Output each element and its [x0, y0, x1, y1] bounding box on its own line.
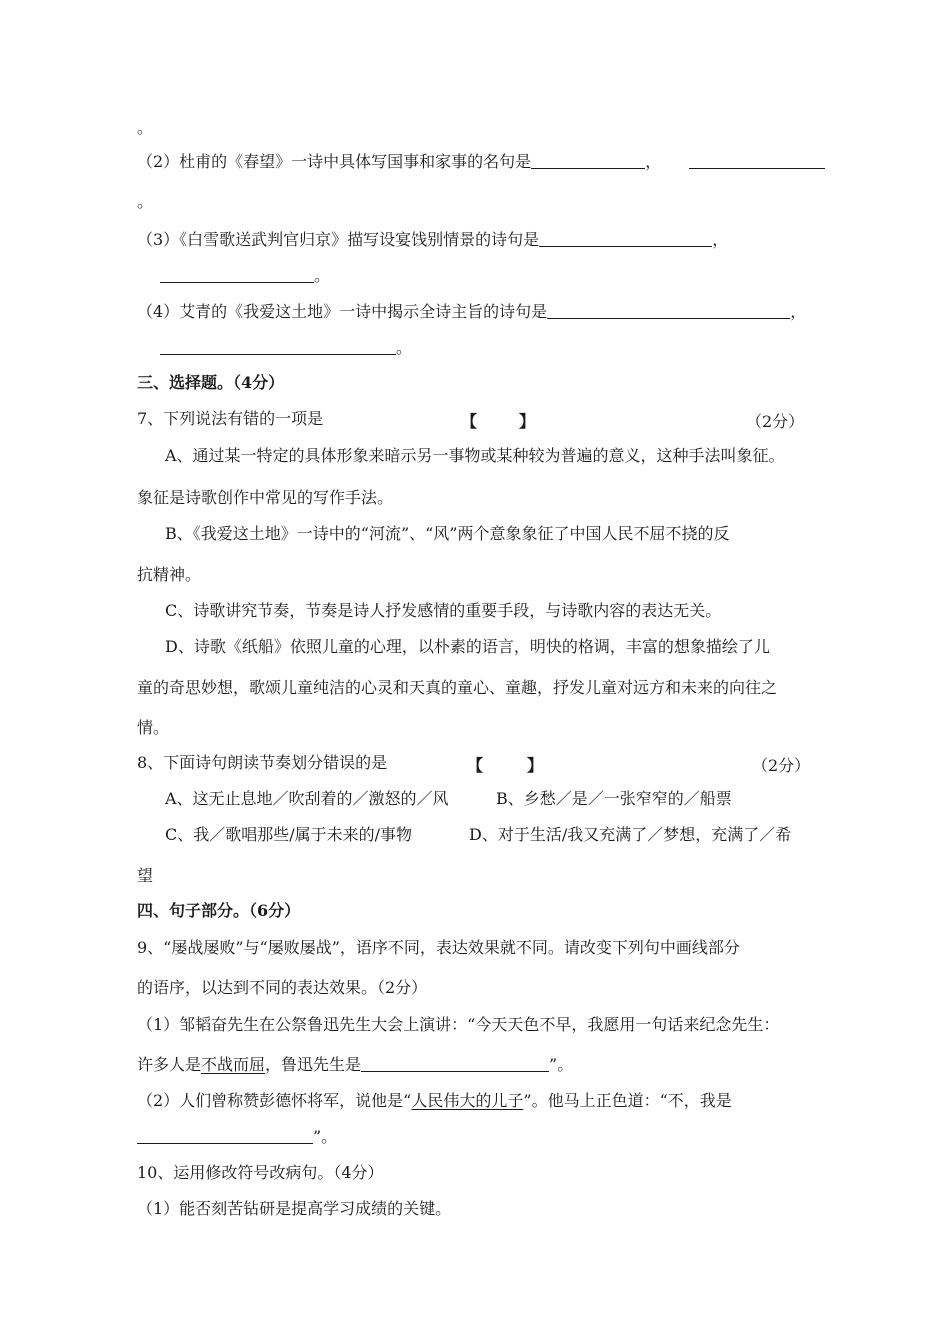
q9-s2-underlined: 人民伟大的儿子: [411, 1091, 524, 1110]
q7-option-d-line-2: 童的奇思妙想，歌颂儿童纯洁的心灵和天真的童心、童趣，抒发儿童对远方和未来的向往之: [137, 678, 778, 697]
q8-score: （2分）: [752, 756, 811, 775]
q6-item-4-end: 。: [396, 338, 413, 357]
q6-item-3-end: 。: [314, 266, 331, 285]
q6-item-2-blank-2[interactable]: [689, 152, 825, 169]
q9-s1-underlined: 不战而屈: [201, 1055, 266, 1074]
q7-option-a-line-1: A、通过某一特定的具体形象来暗示另一事物或某种较为普遍的意义，这种手法叫象征。: [165, 446, 785, 465]
q8-bracket-close: 】: [527, 756, 544, 775]
q6-item-4-blank-1[interactable]: [547, 302, 790, 319]
q6-item-2-text: （2）杜甫的《春望》一诗中具体写国事和家事的名句是: [137, 152, 532, 171]
q6-item-4-sep: ，: [790, 302, 807, 321]
q6-item-4-line-2: [160, 338, 412, 358]
q8-option-d-line-1: D、对于生活/我又充满了／梦想，充满了／希: [469, 825, 792, 844]
q6-item-3-line-2: [160, 266, 330, 286]
q9-sentence-2-line-1: [137, 1091, 732, 1111]
q6-item-4-text: （4）艾青的《我爱这土地》一诗中揭示全诗主旨的诗句是: [137, 302, 548, 321]
q7-bracket-close: 】: [519, 412, 536, 431]
q7-option-b-line-1: B、《我爱这土地》一诗中的“河流”、“风”两个意象象征了中国人民不屈不挠的反: [165, 524, 730, 543]
q7-option-d-line-3: 情。: [137, 718, 170, 737]
q9-stem-line-2: 的语序，以达到不同的表达效果。（2分）: [137, 978, 428, 997]
q9-s2-end: ”。: [313, 1127, 338, 1146]
q9-s2-post: ”。他马上正色道：“不，我是: [523, 1091, 732, 1110]
q7-option-c: C、诗歌讲究节奏，节奏是诗人抒发感情的重要手段，与诗歌内容的表达无关。: [165, 601, 722, 620]
q8-option-b: B、乡愁／是／一张窄窄的／船票: [496, 789, 732, 808]
q9-s2-prefix: （2）人们曾称赞彭德怀将军，说他是“: [137, 1091, 412, 1110]
q8-bracket-open: 【: [467, 756, 484, 775]
q9-sentence-2-line-2: [137, 1127, 337, 1147]
q6-item-2-sep: ，: [645, 152, 662, 171]
q6-item-3-blank-1[interactable]: [539, 230, 712, 247]
q7-bracket-open: 【: [461, 412, 478, 431]
q7-option-b-line-2: 抗精神。: [137, 565, 202, 584]
q6-item-4-blank-2[interactable]: [160, 338, 396, 355]
q7-option-a-line-2: 象征是诗歌创作中常见的写作手法。: [137, 488, 394, 507]
q6-item-4: [137, 302, 806, 322]
q7-score: （2分）: [746, 412, 805, 431]
q6-item-3: [137, 230, 728, 250]
q7-stem: 7、下列说法有错的一项是: [137, 409, 324, 428]
q6-item-3-sep: ，: [712, 230, 729, 249]
q6-item-2: [137, 152, 825, 172]
q8-stem: 8、下面诗句朗读节奏划分错误的是: [137, 753, 388, 772]
q9-sentence-1-line-2: [137, 1055, 573, 1075]
q9-stem-line-1: 9、“屡战屡败”与“屡败屡战”，语序不同，表达效果就不同。请改变下列句中画线部分: [137, 938, 740, 957]
q9-s2-answer-blank[interactable]: [137, 1127, 313, 1144]
q6-continuation-end: 。: [137, 118, 154, 137]
q9-sentence-1-line-1: （1）邹韬奋先生在公祭鲁迅先生大会上演讲：“今天天色不早，我愿用一句话来纪念先生：: [137, 1015, 780, 1034]
q10-stem: 10、运用修改符号改病句。（4分）: [137, 1163, 384, 1182]
q10-sentence-1: （1）能否刻苦钻研是提高学习成绩的关键。: [137, 1199, 452, 1218]
q6-item-2-end: 。: [137, 192, 154, 211]
q9-s1-mid: ，鲁迅先生是: [265, 1055, 362, 1074]
q8-option-a: A、这无止息地／吹刮着的／激怒的／风: [165, 789, 449, 808]
q6-item-2-blank-1[interactable]: [531, 152, 645, 169]
q9-s1-answer-blank[interactable]: [361, 1055, 549, 1072]
q9-s1-end: ”。: [549, 1055, 574, 1074]
q7-option-d-line-1: D、诗歌《纸船》依照儿童的心理，以朴素的语言，明快的格调，丰富的想象描绘了儿: [165, 637, 770, 656]
q8-option-c: C、我／歌唱那些/属于未来的/事物: [165, 825, 413, 844]
q6-item-3-text: （3）《白雪歌送武判官归京》描写设宴饯别情景的诗句是: [137, 230, 540, 249]
section-4-title: 四、句子部分。（6分）: [137, 901, 301, 920]
q9-s1-prefix: 许多人是: [137, 1055, 202, 1074]
q6-item-3-blank-2[interactable]: [160, 266, 314, 283]
section-3-title: 三、选择题。（4分）: [137, 373, 285, 392]
q8-option-d-line-2: 望: [137, 866, 154, 885]
